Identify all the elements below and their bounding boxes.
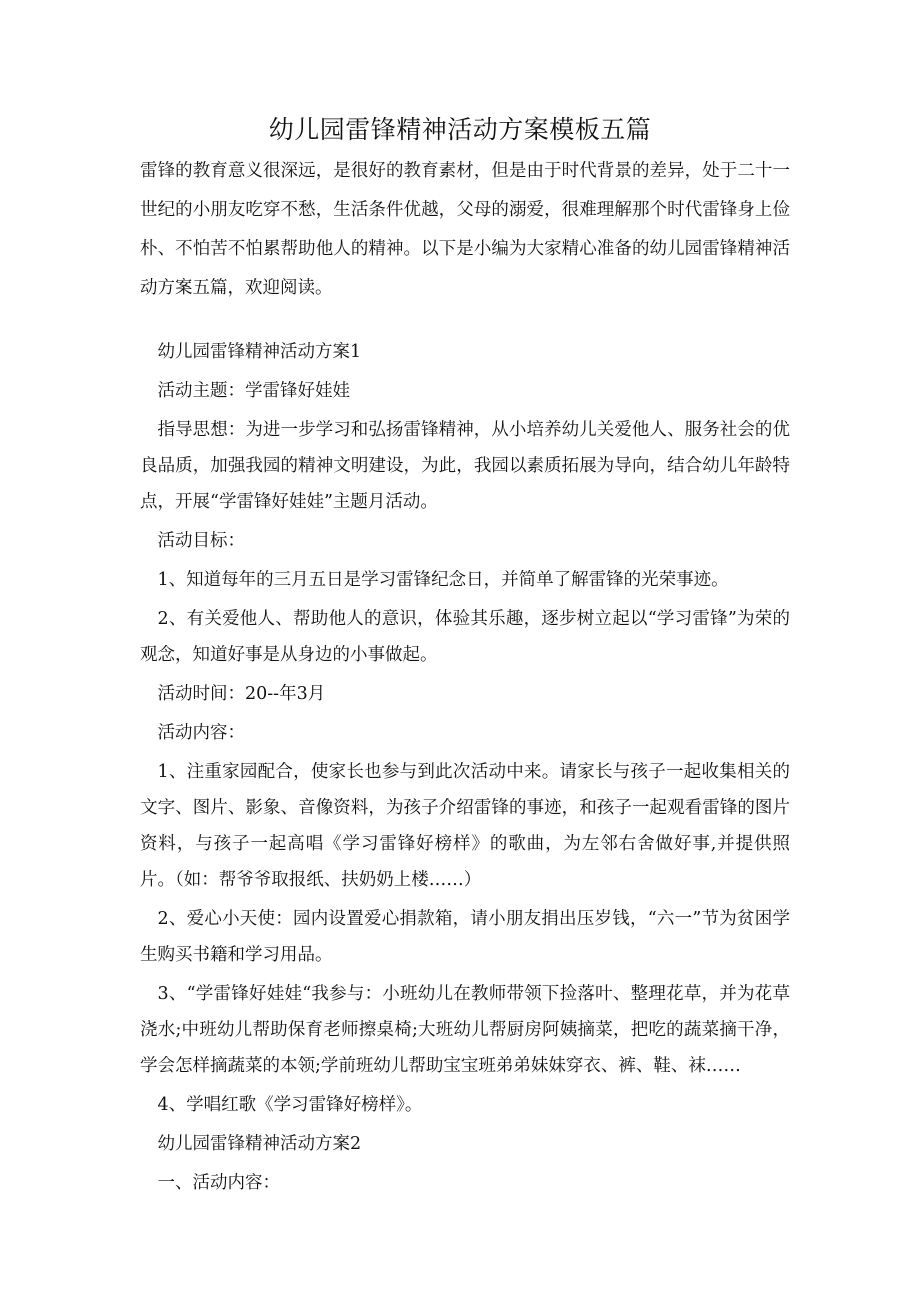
paragraph-content-label: 活动内容： (157, 723, 245, 743)
paragraph-goal-2: 2、有关爱他人、帮助他人的意识，体验其乐趣，逐步树立起以“学习雷锋”为荣的观念，知道好事是从身边的小事做起。 (140, 609, 790, 665)
paragraph-content-1: 1、注重家园配合，使家长也参与到此次活动中来。请家长与孩子一起收集相关的文字、图片、影象、音像资料，为孩子介绍雷锋的事迹，和孩子一起观看雷锋的图片资料，与孩子一起高唱《学习雷锋好榜样》的歌曲，为左邻右舍做好事,并提供照片。（如：帮爷爷取报纸、扶奶奶上楼……） (140, 762, 790, 890)
paragraph-guiding-idea: 指导思想：为进一步学习和弘扬雷锋精神，从小培养幼儿关爱他人、服务社会的优良品质，加强我园的精神文明建设，为此，我园以素质拓展为导向，结合幼儿年龄特点，开展“学雷锋好娃娃”主题月活动。 (140, 420, 790, 512)
paragraph-content-4: 4、学唱红歌《学习雷锋好榜样》。 (157, 1095, 423, 1115)
paragraph-section2-content-label: 一、活动内容： (157, 1173, 280, 1193)
document-title: 幼儿园雷锋精神活动方案模板五篇 (268, 115, 652, 144)
paragraph-time: 活动时间：20--年3月 (157, 684, 326, 704)
paragraph-theme: 活动主题：学雷锋好娃娃 (157, 381, 350, 401)
paragraph-content-3: 3、“学雷锋好娃娃“我参与：小班幼儿在教师带领下捡落叶、整理花草，并为花草浇水;中班幼儿帮助保育老师擦桌椅;大班幼儿帮厨房阿姨摘菜，把吃的蔬菜摘干净，学会怎样摘蔬菜的本领;学前班幼儿帮助宝宝班弟弟妹妹穿衣、裤、鞋、袜…… (140, 984, 790, 1076)
paragraph-goals-label: 活动目标： (157, 531, 245, 551)
section-heading-2: 幼儿园雷锋精神活动方案2 (157, 1134, 362, 1154)
section-heading-1: 幼儿园雷锋精神活动方案1 (157, 342, 362, 362)
document-body (140, 334, 790, 1201)
paragraph-content-2: 2、爱心小天使：园内设置爱心捐款箱，请小朋友捐出压岁钱，“六一”节为贫困学生购买书籍和学习用品。 (140, 909, 790, 965)
paragraph-goal-1: 1、知道每年的三月五日是学习雷锋纪念日，并简单了解雷锋的光荣事迹。 (157, 570, 729, 590)
intro-paragraph: 雷锋的教育意义很深远，是很好的教育素材，但是由于时代背景的差异，处于二十一世纪的小朋友吃穿不愁，生活条件优越，父母的溺爱，很难理解那个时代雷锋身上俭朴、不怕苦不怕累帮助他人的精神。以下是小编为大家精心准备的幼儿园雷锋精神活动方案五篇，欢迎阅读。 (140, 161, 790, 298)
